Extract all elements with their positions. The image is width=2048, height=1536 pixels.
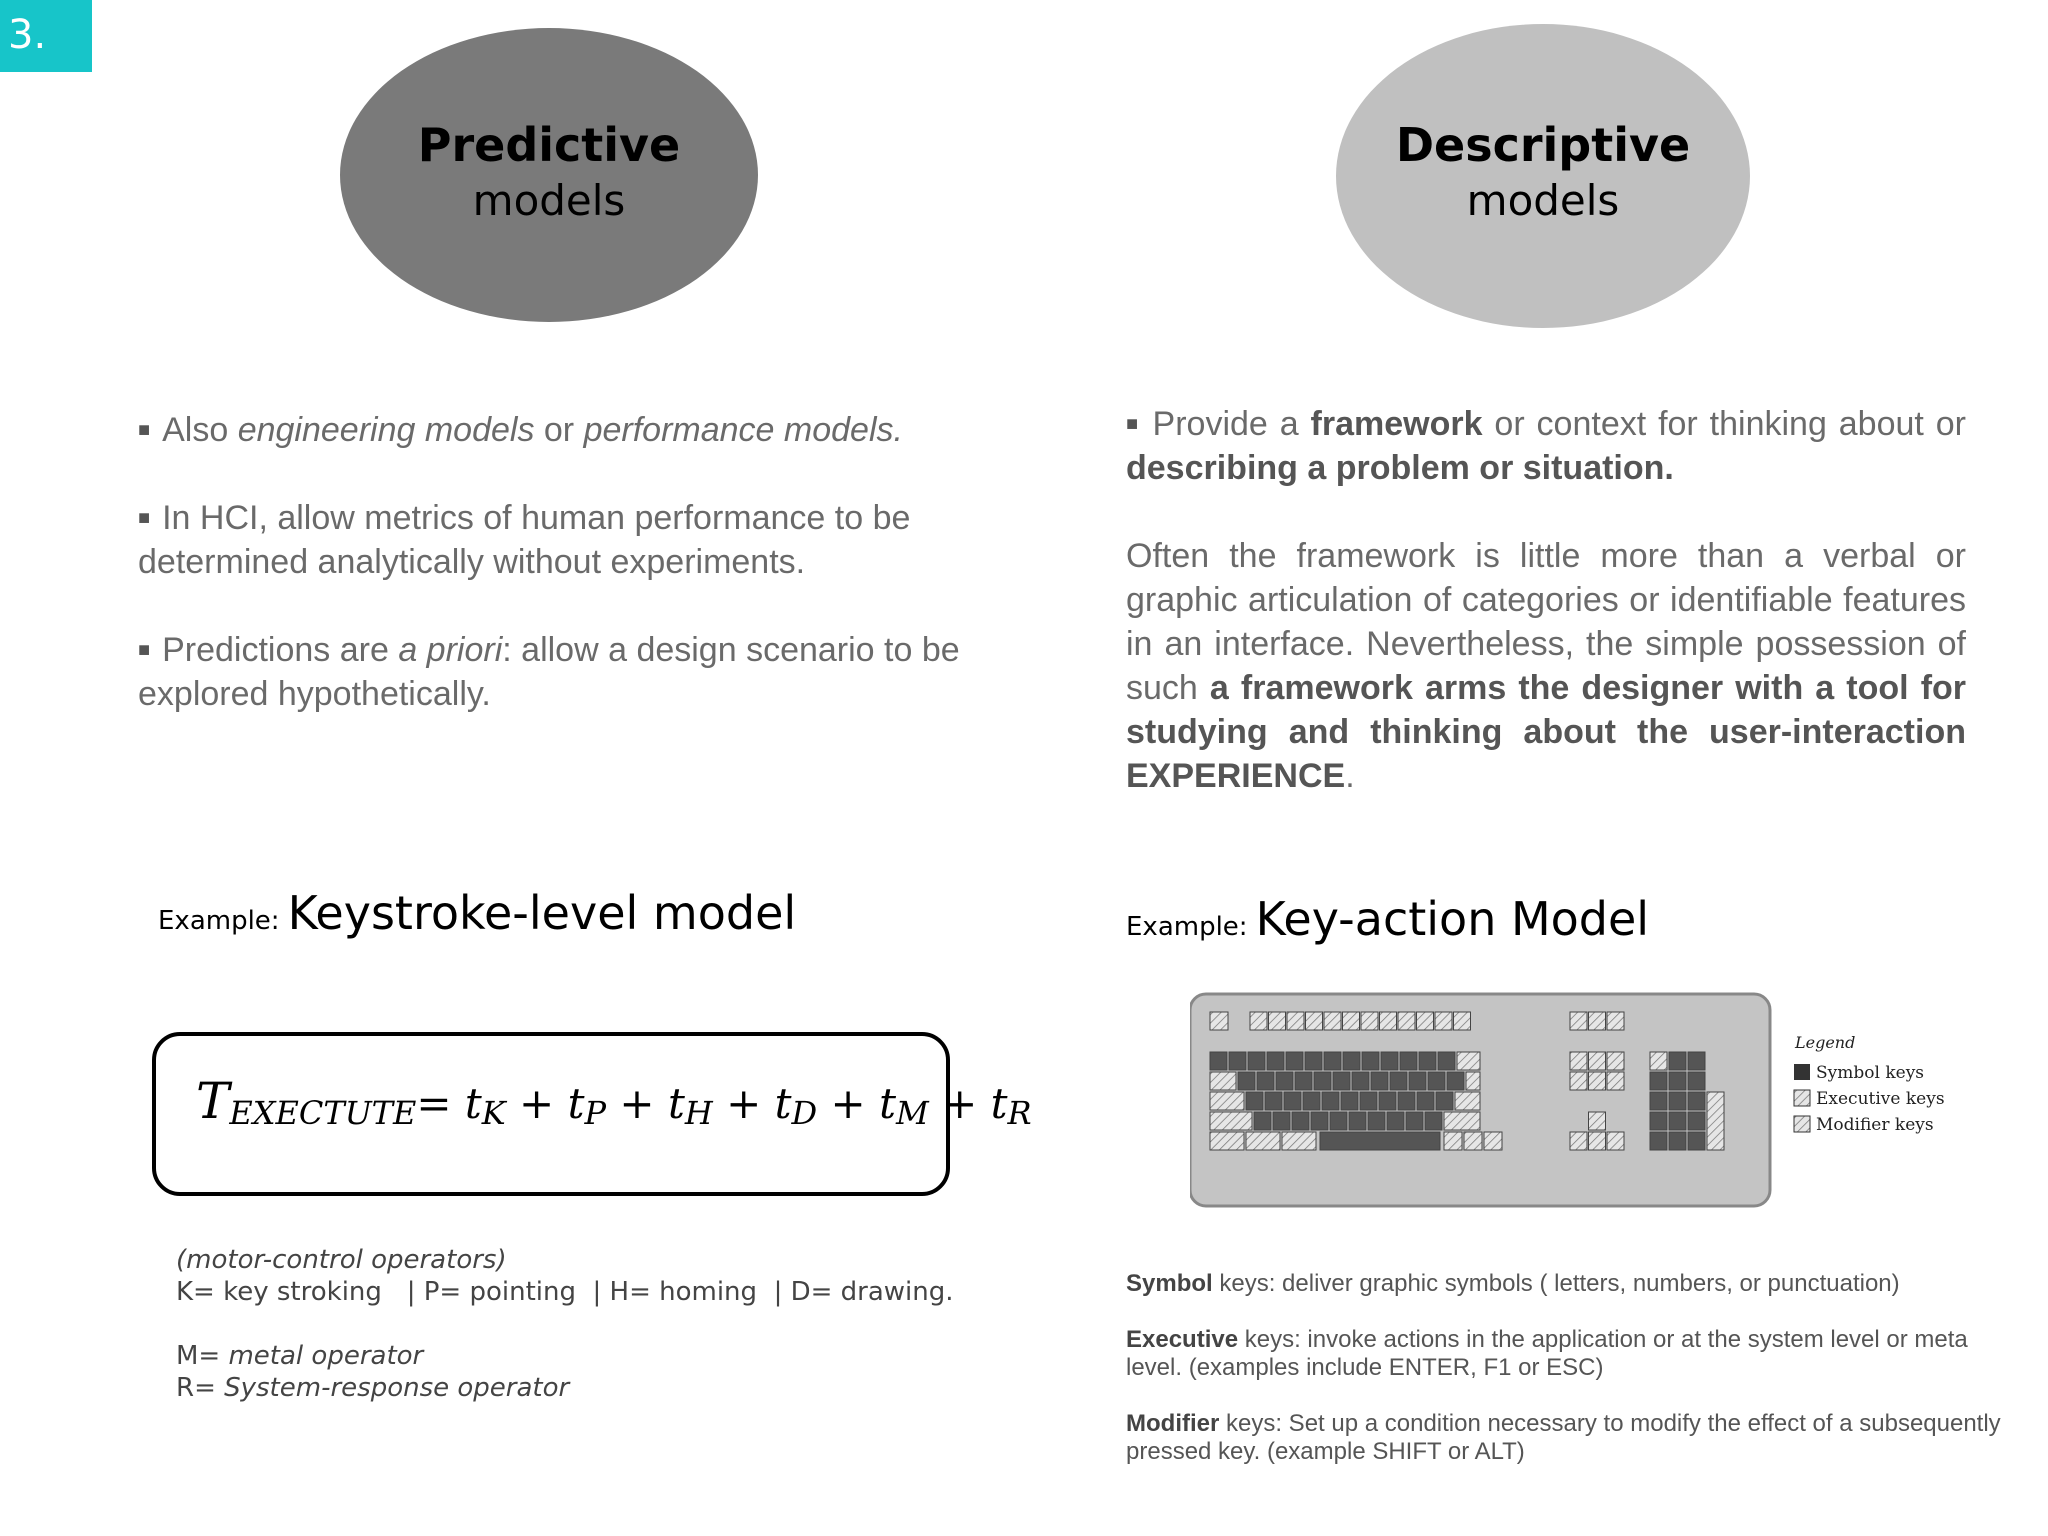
symbol-key: [1295, 1072, 1312, 1090]
descriptive-title: Descriptive: [1395, 118, 1691, 172]
executive-keys-definition: Executive keys: invoke actions in the application or at the system level or meta level. (examples include ENTER, F1 or ESC): [1126, 1326, 1968, 1381]
executive-key: [1444, 1132, 1462, 1150]
symbol-key: [1248, 1052, 1265, 1070]
symbol-key: [1419, 1052, 1436, 1070]
symbol-key: [1254, 1112, 1271, 1130]
legend-title: Legend: [1795, 1033, 1856, 1052]
predictive-description: [138, 408, 968, 760]
executive-key: [1380, 1012, 1397, 1030]
symbol-key: [1368, 1112, 1385, 1130]
executive-key: [1246, 1132, 1280, 1150]
executive-key: [1607, 1012, 1624, 1030]
executive-key: [1570, 1052, 1587, 1070]
symbol-key: [1257, 1072, 1274, 1090]
executive-key: [1484, 1132, 1502, 1150]
executive-key: [1210, 1072, 1236, 1090]
predictive-title: Predictive: [417, 118, 681, 172]
symbol-key: [1292, 1112, 1309, 1130]
descriptive-subtitle: models: [1466, 176, 1620, 225]
executive-key: [1210, 1012, 1228, 1030]
legend-modifier-keys: Modifier keys: [1816, 1115, 1934, 1135]
symbol-key: [1390, 1072, 1407, 1090]
key-type-definitions: [1126, 1270, 2026, 1494]
symbol-key: [1330, 1112, 1347, 1130]
executive-key: [1210, 1112, 1252, 1130]
symbol-key: [1650, 1112, 1667, 1130]
executive-key: [1589, 1112, 1606, 1130]
symbol-key: [1371, 1072, 1388, 1090]
executive-key: [1464, 1132, 1482, 1150]
executive-key: [1589, 1012, 1606, 1030]
symbol-key: [1650, 1092, 1667, 1110]
executive-key: [1650, 1052, 1667, 1070]
symbol-key: [1688, 1092, 1705, 1110]
executive-key: [1417, 1012, 1434, 1030]
executive-key: [1455, 1092, 1480, 1110]
symbol-key: [1210, 1052, 1227, 1070]
symbol-key: [1343, 1052, 1360, 1070]
symbol-key: [1311, 1112, 1328, 1130]
symbol-key: [1314, 1072, 1331, 1090]
slide-number: 3.: [0, 0, 92, 72]
symbol-key: [1238, 1072, 1255, 1090]
executive-key: [1466, 1072, 1480, 1090]
symbol-key: [1246, 1092, 1263, 1110]
bullet-hci-metrics: ■ In HCI, allow metrics of human performance to be determined analytically without experiments.: [138, 499, 911, 581]
executive-key: [1306, 1012, 1323, 1030]
executive-key: [1324, 1012, 1341, 1030]
symbol-key: [1688, 1112, 1705, 1130]
executive-key: [1607, 1132, 1624, 1150]
symbol-key: [1669, 1132, 1686, 1150]
symbol-key: [1438, 1052, 1455, 1070]
executive-key: [1570, 1072, 1587, 1090]
predictive-models-ellipse: [340, 28, 758, 322]
symbol-key: [1286, 1052, 1303, 1070]
symbol-key: [1669, 1092, 1686, 1110]
executive-key: [1570, 1132, 1587, 1150]
legend-executive-keys: Executive keys: [1816, 1089, 1945, 1109]
symbol-key: [1333, 1072, 1350, 1090]
bullet-icon: ■: [138, 639, 151, 661]
symbol-key: [1284, 1092, 1301, 1110]
bullet-icon: ■: [138, 419, 151, 441]
symbol-key: [1398, 1092, 1415, 1110]
legend-symbol-keys: Symbol keys: [1816, 1063, 1925, 1083]
symbol-key: [1360, 1092, 1377, 1110]
executive-key: [1210, 1132, 1244, 1150]
klm-formula: $T_{EXECTUTE}= t_K + t_P + t_H + t_D + t_M + t_R$: [196, 1072, 1032, 1132]
executive-key: [1282, 1132, 1316, 1150]
framework-paragraph: Often the framework is little more than a verbal or graphic articulation of categories or identifiable features in an interface. Nevertheless, the simple possession of such a framework arms the designer with a tool for studying and thinking about the user-interaction EXPERIENCE.: [1126, 537, 1967, 795]
symbol-key: [1650, 1072, 1667, 1090]
symbol-key: [1688, 1132, 1705, 1150]
operator-definitions: (motor-control operators) K= key stroking | P= pointing | H= homing | D= drawing. M= metal operator R= System-response operator: [176, 1245, 954, 1403]
executive-key: [1607, 1052, 1624, 1070]
symbol-key: [1669, 1112, 1686, 1130]
symbol-key: [1229, 1052, 1246, 1070]
bullet-engineering-models: ■ Also engineering models or performance models.: [138, 411, 903, 449]
symbol-key: [1428, 1072, 1445, 1090]
keyboard-legend: [1794, 1033, 1945, 1135]
symbol-key: [1320, 1132, 1440, 1150]
symbol-key: [1650, 1132, 1667, 1150]
symbol-key: [1425, 1112, 1442, 1130]
symbol-keys-definition: Symbol keys: deliver graphic symbols ( letters, numbers, or punctuation): [1126, 1270, 1900, 1297]
symbol-key: [1669, 1072, 1686, 1090]
symbol-keys-swatch: [1794, 1064, 1810, 1080]
symbol-key: [1362, 1052, 1379, 1070]
symbol-key: [1381, 1052, 1398, 1070]
modifier-keys-swatch: [1794, 1116, 1810, 1132]
bullet-icon: ■: [1126, 413, 1141, 435]
executive-key: [1457, 1052, 1480, 1070]
example-keystroke-level: Example: Keystroke-level model: [158, 886, 797, 940]
executive-key: [1343, 1012, 1360, 1030]
executive-key: [1589, 1072, 1606, 1090]
executive-key: [1250, 1012, 1267, 1030]
executive-key: [1444, 1112, 1480, 1130]
symbol-key: [1305, 1052, 1322, 1070]
symbol-key: [1352, 1072, 1369, 1090]
symbol-key: [1688, 1052, 1705, 1070]
symbol-key: [1265, 1092, 1282, 1110]
executive-key: [1570, 1012, 1587, 1030]
symbol-key: [1409, 1072, 1426, 1090]
modifier-keys-definition: Modifier keys: Set up a condition necessary to modify the effect of a subsequently pressed key. (example SHIFT or ALT): [1126, 1410, 2001, 1465]
symbol-key: [1387, 1112, 1404, 1130]
symbol-key: [1273, 1112, 1290, 1130]
keyboard-diagram: [1190, 992, 1970, 1218]
symbol-key: [1400, 1052, 1417, 1070]
symbol-key: [1688, 1072, 1705, 1090]
executive-key: [1269, 1012, 1286, 1030]
symbol-key: [1322, 1092, 1339, 1110]
symbol-key: [1447, 1072, 1464, 1090]
example-key-action: Example: Key-action Model: [1126, 892, 1650, 946]
symbol-key: [1349, 1112, 1366, 1130]
symbol-key: [1436, 1092, 1453, 1110]
executive-key: [1210, 1092, 1244, 1110]
symbol-key: [1324, 1052, 1341, 1070]
executive-key: [1589, 1132, 1606, 1150]
bullet-icon: ■: [138, 507, 151, 529]
descriptive-models-ellipse: [1336, 24, 1750, 328]
executive-keys-swatch: [1794, 1090, 1810, 1106]
bullet-framework: ■ Provide a framework or context for thinking about or describing a problem or situation.: [1126, 405, 1966, 487]
symbol-key: [1276, 1072, 1293, 1090]
executive-key: [1607, 1072, 1624, 1090]
executive-key: [1287, 1012, 1304, 1030]
predictive-subtitle: models: [472, 176, 626, 225]
symbol-key: [1267, 1052, 1284, 1070]
symbol-key: [1669, 1052, 1686, 1070]
executive-key: [1454, 1012, 1471, 1030]
symbol-key: [1406, 1112, 1423, 1130]
executive-key: [1707, 1092, 1724, 1150]
executive-key: [1589, 1052, 1606, 1070]
executive-key: [1361, 1012, 1378, 1030]
executive-key: [1398, 1012, 1415, 1030]
bullet-a-priori: ■ Predictions are a priori: allow a design scenario to be explored hypothetically.: [138, 631, 960, 713]
symbol-key: [1379, 1092, 1396, 1110]
executive-key: [1435, 1012, 1452, 1030]
symbol-key: [1341, 1092, 1358, 1110]
symbol-key: [1303, 1092, 1320, 1110]
symbol-key: [1417, 1092, 1434, 1110]
descriptive-description: [1126, 402, 1966, 798]
